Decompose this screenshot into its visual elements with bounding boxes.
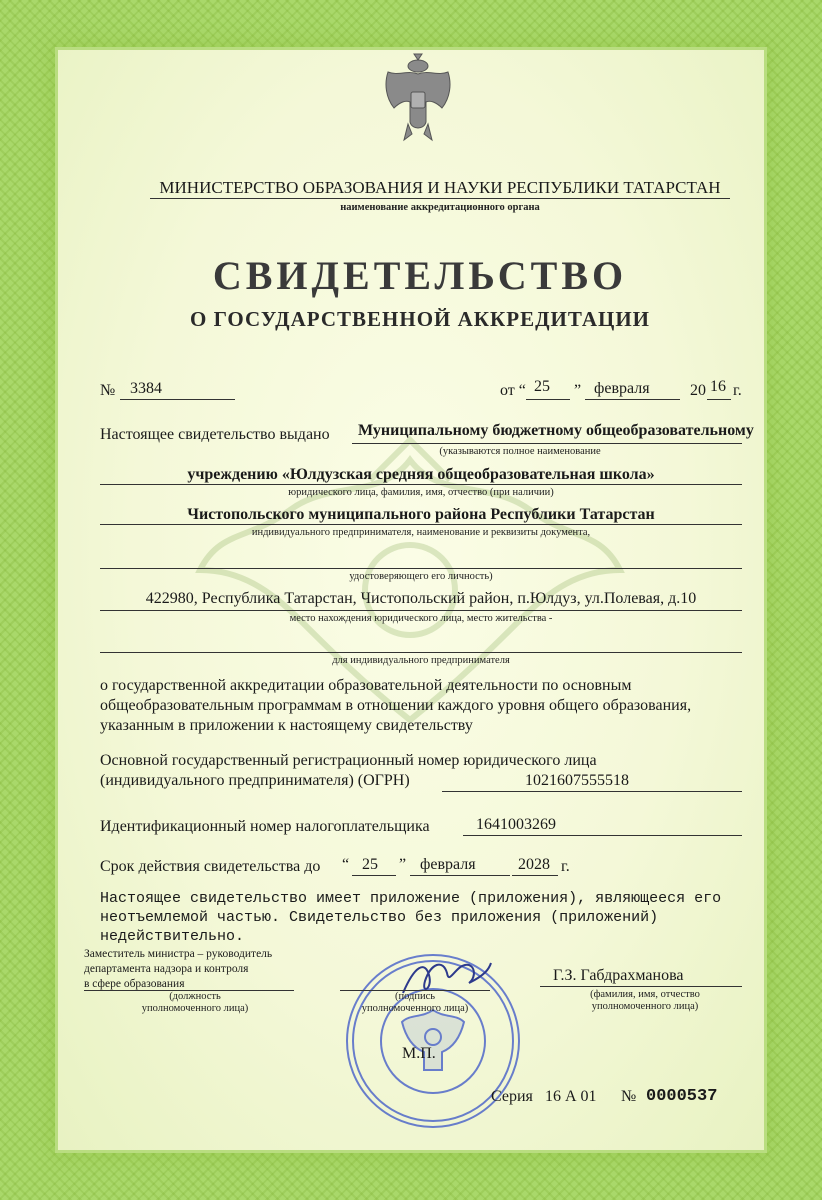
caption-position [110,991,280,1015]
caption-individual: для индивидуального предпринимателя [332,655,510,666]
caption-signature [335,991,495,1015]
signer-name: Г.З. Габдрахманова [553,967,684,984]
accreditation-paragraph [100,676,742,736]
signer-position [84,947,272,992]
seal-place-label: М.П. [402,1045,436,1062]
caption-entrepreneur: индивидуального предпринимателя, наименование и реквизиты документа, [251,527,591,538]
signer-position-line: Заместитель министра – руководитель [84,948,273,960]
organization-line-3: Чистопольского муниципального района Республики Татарстан [187,506,655,523]
ogrn-label-line-2: (индивидуального предпринимателя) (ОГРН) [100,772,410,789]
date-prefix: от “ [500,382,526,399]
address: 422980, Республика Татарстан, Чистопольский район, п.Юлдуз, ул.Полевая, д.10 [145,590,697,607]
series-label: Серия [491,1088,533,1105]
date-year-suffix: 16 [710,378,726,395]
accreditation-line: указанным в приложении к настоящему свидетельству [100,717,473,734]
appendix-paragraph [100,889,742,946]
signer-position-line: департамента надзора и контроля [84,963,249,975]
caption-name-line: уполномоченного лица) [591,1001,699,1012]
inn-label: Идентификационный номер налогоплательщика [100,818,430,835]
accreditation-line: общеобразовательным программам в отношении каждого уровня общего образования, [100,697,692,714]
ministry-caption: наименование аккредитационного органа [340,202,540,213]
date-year-prefix: 20 [690,382,706,399]
date-g: г. [733,382,742,399]
ogrn-value: 1021607555518 [525,772,629,789]
serial-number: 0000537 [646,1087,718,1106]
date-month: февраля [594,380,650,397]
signer-position-line: в сфере образования [84,978,185,990]
validity-year: 2028 [518,856,550,873]
issued-label: Настоящее свидетельство выдано [100,426,330,443]
validity-quote-close: ” [399,856,407,873]
date-day: 25 [534,378,550,395]
caption-signature-line: (подпись [394,991,436,1002]
validity-day: 25 [362,856,378,873]
validity-month: февраля [420,856,476,873]
series-value: 16 А 01 [545,1088,597,1105]
caption-position-line: уполномоченного лица) [141,1003,249,1014]
coat-of-arms-icon [378,52,458,144]
caption-location: место нахождения юридического лица, место жительства - [289,613,553,624]
caption-position-line: (должность [169,991,221,1002]
caption-name-line: (фамилия, имя, отчество [590,989,700,1000]
organization-line-2: учреждению «Юлдузская средняя общеобразовательная школа» [187,466,655,483]
caption-full-name: (указываются полное наименование [439,446,601,457]
number-label: № [100,382,116,399]
accreditation-line: о государственной аккредитации образовательной деятельности по основным [100,677,632,694]
ministry-name: МИНИСТЕРСТВО ОБРАЗОВАНИЯ И НАУКИ РЕСПУБЛИКИ ТАТАРСТАН [159,178,721,197]
validity-quote-open: “ [342,856,350,873]
organization-line-1: Муниципальному бюджетному общеобразовательному [358,422,754,439]
validity-label: Срок действия свидетельства до [100,858,321,875]
inn-value: 1641003269 [476,816,556,833]
appendix-line: Настоящее свидетельство имеет приложение (приложения), являющееся его [100,890,722,907]
page-subtitle: О ГОСУДАРСТВЕННОЙ АККРЕДИТАЦИИ [189,307,651,331]
serial-label: № [621,1088,637,1105]
caption-signature-line: уполномоченного лица) [361,1003,469,1014]
caption-legal-entity: юридического лица, фамилия, имя, отчество (при наличии) [288,487,554,498]
caption-name [560,989,730,1013]
ogrn-label-line-1: Основной государственный регистрационный номер юридического лица [100,752,597,769]
appendix-line: неотъемлемой частью. Свидетельство без приложения (приложений) [100,909,659,926]
appendix-line: недействительно. [100,928,245,945]
date-quote: ” [574,382,582,399]
validity-g: г. [561,858,570,875]
page-title: СВИДЕТЕЛЬСТВО [212,253,628,298]
caption-identity: удостоверяющего его личность) [349,571,493,582]
certificate-number: 3384 [130,380,162,397]
